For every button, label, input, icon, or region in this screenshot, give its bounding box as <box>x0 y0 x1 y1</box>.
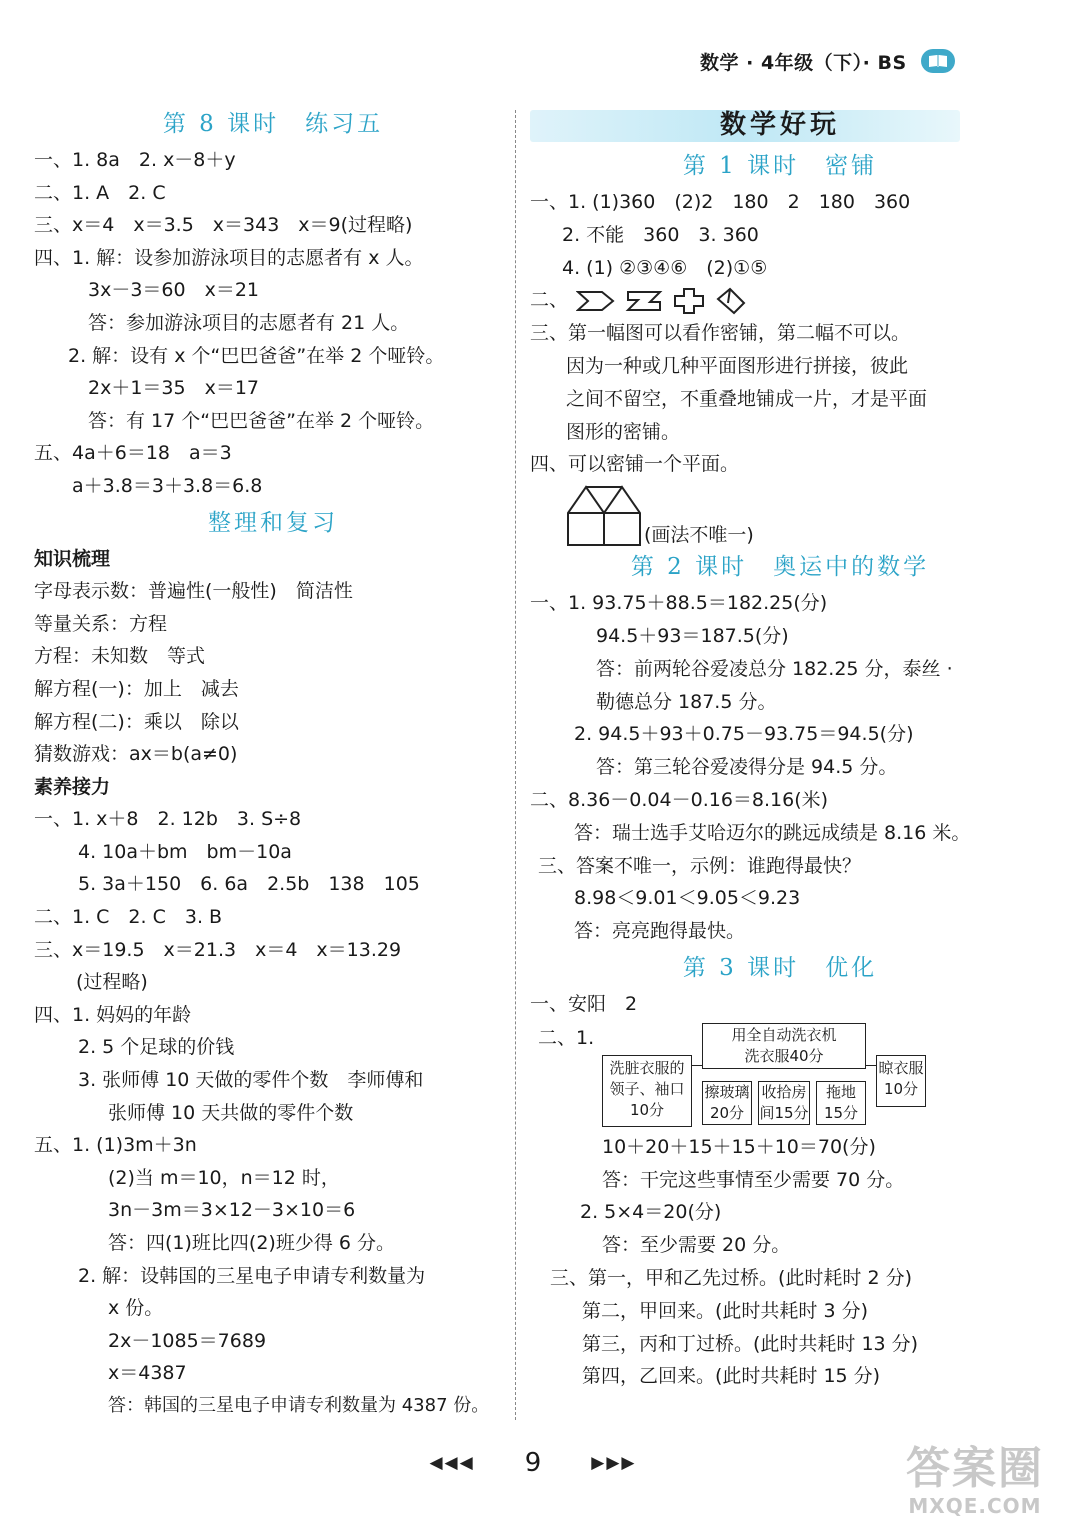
subheading-relay: 素养接力 <box>34 775 111 798</box>
z-shape-icon <box>624 288 664 314</box>
flow-box: 擦玻璃20分 <box>702 1081 752 1125</box>
subheading-knowledge: 知识梳理 <box>34 547 111 570</box>
answer-line: 2. 5×4＝20(分) <box>580 1201 722 1224</box>
flow-box-text: 洗衣服40分 <box>744 1046 824 1065</box>
section-title-review: 整理和复习 <box>208 509 338 536</box>
section-title-tiling: 第 1 课时 密铺 <box>682 153 878 179</box>
unit-title: 数学好玩 <box>530 104 1030 146</box>
answer-line: 三、第一，甲和乙先过桥。(此时耗时 2 分) <box>550 1266 912 1289</box>
answer-line: 答：有 17 个“巴巴爸爸”在举 2 个哑铃。 <box>88 409 435 432</box>
answer-line: 答：瑞士选手艾哈迈尔的跳远成绩是 8.16 米。 <box>574 821 971 844</box>
flow-box-washer <box>702 1023 866 1069</box>
answer-line: 答：四(1)班比四(2)班少得 6 分。 <box>108 1232 395 1254</box>
answer-line: 4. (1) ②③④⑥ (2)①⑤ <box>562 256 768 279</box>
flow-box: 收拾房间15分 <box>758 1081 810 1125</box>
next-arrows-icon: ▶▶▶ <box>591 1453 637 1473</box>
knowledge-line: 方程：未知数 等式 <box>34 645 206 668</box>
answer-line: 三、x＝4 x＝3.5 x＝343 x＝9(过程略) <box>34 214 413 237</box>
answer-line: 4. 10a＋bm bm－10a <box>78 840 292 863</box>
flow-box: 洗脏衣服的领子、袖口10分 <box>602 1055 692 1127</box>
answer-line: 2x－1085＝7689 <box>108 1329 267 1352</box>
header-title: 数学 · 4年级（下）· BS <box>700 51 907 74</box>
answer-line: 二、1. A 2. C <box>34 181 166 204</box>
knowledge-line: 等量关系：方程 <box>34 612 168 635</box>
house-figure-row <box>530 481 1030 547</box>
answer-line: 2. 5 个足球的价钱 <box>78 1036 235 1059</box>
answer-line: 10＋20＋15＋15＋10＝70(分) <box>602 1135 876 1158</box>
answer-line: x 份。 <box>108 1297 164 1320</box>
answer-line: 3n－3m＝3×12－3×10＝6 <box>108 1199 356 1222</box>
answer-line: 答：韩国的三星电子申请专利数量为 4387 份。 <box>108 1394 490 1416</box>
answer-line: 答：参加游泳项目的志愿者有 21 人。 <box>88 311 410 334</box>
answer-line: 三、答案不唯一，示例：谁跑得最快？ <box>538 854 862 877</box>
answer-line: 2x＋1＝35 x＝17 <box>88 377 260 400</box>
answer-line: 一、安阳 2 <box>530 992 638 1015</box>
watermark-text: 答案圈 <box>906 1443 1044 1494</box>
answer-line: 五、1. (1)3m＋3n <box>34 1134 197 1157</box>
answer-line: 一、1. x＋8 2. 12b 3. S÷8 <box>34 808 302 831</box>
answer-line: 第四，乙回来。(此时共耗时 15 分) <box>582 1365 881 1388</box>
answer-line: x＝4387 <box>108 1362 187 1385</box>
right-column <box>530 104 1030 1393</box>
arrow-shape-icon <box>576 288 616 314</box>
watermark-logo <box>906 1444 1044 1518</box>
answer-line: 3x－3＝60 x＝21 <box>88 279 260 302</box>
answer-line: 第二，甲回来。(此时共耗时 3 分) <box>582 1299 868 1322</box>
flow-box: 晾衣服10分 <box>876 1055 926 1107</box>
task-flow-diagram <box>530 1021 1030 1131</box>
knowledge-line: 字母表示数：普遍性(一般性) 简洁性 <box>34 580 353 603</box>
flow-box-text: 用全自动洗衣机 <box>731 1025 837 1044</box>
answer-line: 三、第一幅图可以看作密铺，第二幅不可以。 <box>530 322 911 345</box>
left-column <box>34 104 512 1423</box>
answer-line: 2. 解：设有 x 个“巴巴爸爸”在举 2 个哑铃。 <box>68 344 445 367</box>
answer-line: 二、1. C 2. C 3. B <box>34 906 223 929</box>
answer-line: 答：前两轮谷爱凌总分 182.25 分，泰丝 · <box>596 657 953 680</box>
knowledge-line: 解方程(一)：加上 减去 <box>34 677 239 700</box>
answer-line: 答：至少需要 20 分。 <box>602 1234 791 1257</box>
answer-line: 因为一种或几种平面图形进行拼接，彼此 <box>566 354 909 377</box>
answer-line: 一、1. 93.75＋88.5＝182.25(分) <box>530 592 828 615</box>
answer-line: 第三，丙和丁过桥。(此时共耗时 13 分) <box>582 1332 919 1355</box>
answer-line: 2. 94.5＋93＋0.75－93.75＝94.5(分) <box>574 723 914 746</box>
answer-line: 2. 不能 360 3. 360 <box>562 223 759 246</box>
answer-line: (2)当 m＝10，n＝12 时， <box>108 1166 340 1189</box>
answer-line: 五、4a＋6＝18 a＝3 <box>34 442 232 465</box>
answer-line: 四、1. 解：设参加游泳项目的志愿者有 x 人。 <box>34 246 424 269</box>
prev-arrows-icon: ◀◀◀ <box>429 1453 475 1473</box>
answer-line: 答：干完这些事情至少需要 70 分。 <box>602 1168 905 1191</box>
page-number: 9 <box>524 1448 542 1478</box>
book-icon <box>921 49 955 73</box>
section-title-lesson8: 第 8 课时 练习五 <box>162 111 384 137</box>
answer-line: 一、1. 8a 2. x－8＋y <box>34 149 236 171</box>
answer-line: 答：亮亮跑得最快。 <box>574 920 746 943</box>
watermark-url: MXQE.COM <box>908 1494 1042 1518</box>
answer-line: 勒德总分 187.5 分。 <box>596 690 777 713</box>
answer-line: 二、 <box>530 289 569 312</box>
answer-line: 94.5＋93＝187.5(分) <box>596 624 789 647</box>
answer-line: 四、可以密铺一个平面。 <box>530 453 740 476</box>
answer-line: 张师傅 10 天共做的零件个数 <box>108 1101 354 1124</box>
answer-line: 8.98＜9.01＜9.05＜9.23 <box>574 887 801 910</box>
section-title-olympics: 第 2 课时 奥运中的数学 <box>630 554 930 581</box>
knowledge-line: 猜数游戏：ax＝b(a≠0) <box>34 743 238 766</box>
quad-shape-icon <box>714 287 748 315</box>
flow-connector <box>866 1065 876 1066</box>
answer-line: 图形的密铺。 <box>566 420 681 443</box>
answer-line: 答：第三轮谷爱凌得分是 94.5 分。 <box>596 756 898 779</box>
tiling-shapes-row <box>530 284 1030 317</box>
answer-line: a＋3.8＝3＋3.8＝6.8 <box>72 474 263 497</box>
answer-line: 2. 解：设韩国的三星电子申请专利数量为 <box>78 1264 426 1287</box>
flow-box: 拖地15分 <box>816 1081 866 1125</box>
answer-line: 一、1. (1)360 (2)2 180 2 180 360 <box>530 191 911 213</box>
answer-line: 三、x＝19.5 x＝21.3 x＝4 x＝13.29 <box>34 938 402 961</box>
house-tiling-figure <box>566 483 642 547</box>
answer-line: 二、8.36－0.04－0.16＝8.16(米) <box>530 788 829 811</box>
answer-line: 二、1. <box>538 1026 595 1049</box>
flow-connector <box>692 1065 702 1066</box>
answer-line: 5. 3a＋150 6. 6a 2.5b 138 105 <box>78 873 420 896</box>
answer-line: 3. 张师傅 10 天做的零件个数 李师傅和 <box>78 1069 424 1092</box>
knowledge-line: 解方程(二)：乘以 除以 <box>34 710 239 733</box>
answer-line: (过程略) <box>76 971 148 994</box>
answer-line: 四、1. 妈妈的年龄 <box>34 1003 192 1026</box>
drawing-note: (画法不唯一) <box>644 524 754 547</box>
column-divider <box>515 110 516 1420</box>
answer-line: 之间不留空，不重叠地铺成一片，才是平面 <box>566 387 928 410</box>
section-title-optimize: 第 3 课时 优化 <box>682 954 878 981</box>
page-header <box>700 46 955 76</box>
cross-shape-icon <box>672 287 706 315</box>
